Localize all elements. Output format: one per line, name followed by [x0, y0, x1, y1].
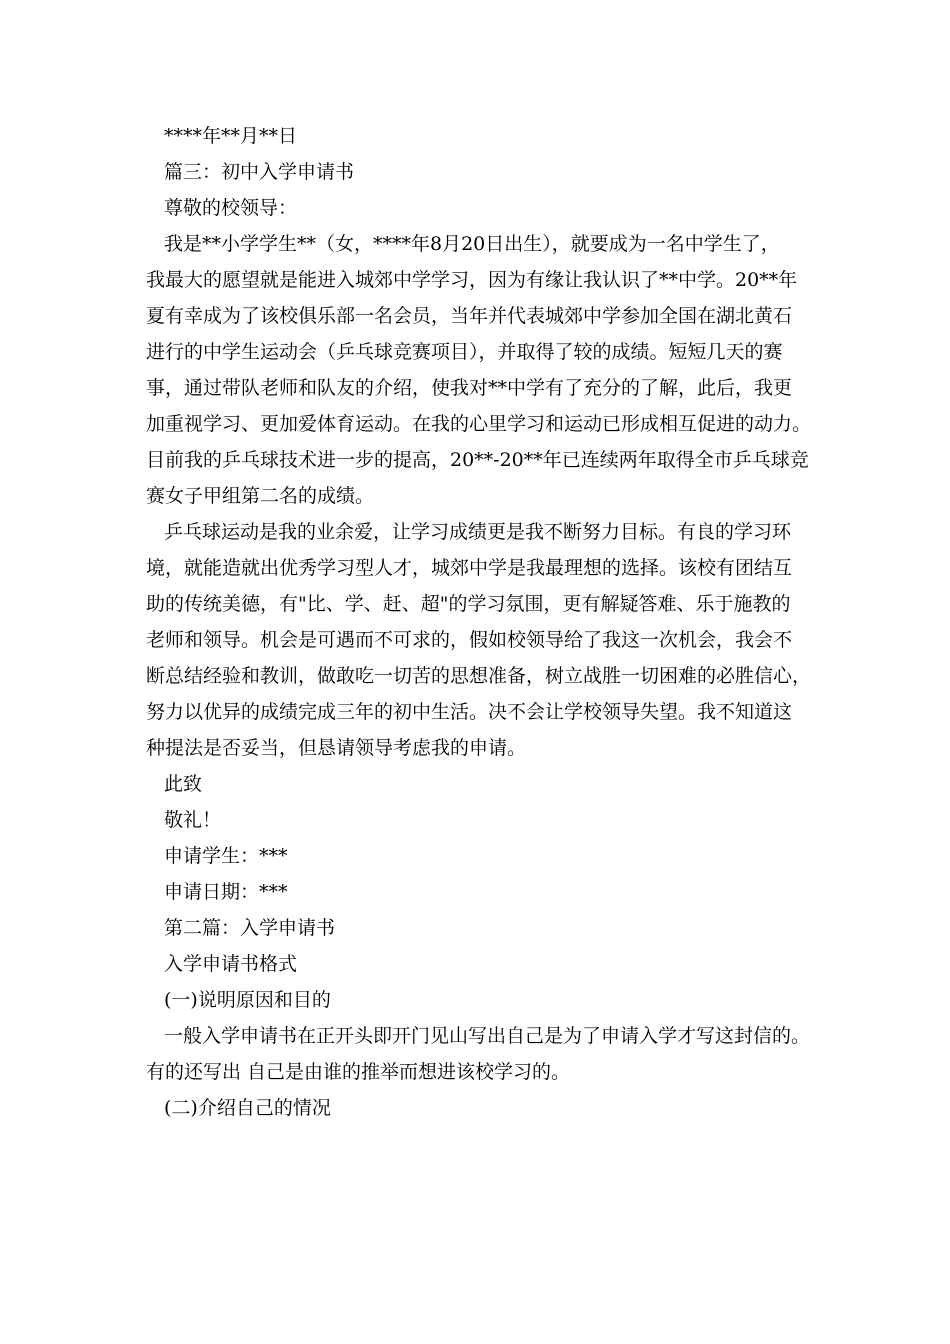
regards-line: 敬礼！ [164, 809, 222, 831]
paragraph-line: 努力以优异的成绩完成三年的初中生活。决不会让学校领导失望。我不知道这 [146, 701, 793, 723]
date-line: ****年**月**日 [164, 125, 298, 147]
paragraph-line: 夏有幸成为了该校俱乐部一名会员，当年并代表城郊中学参加全国在湖北黄石 [146, 305, 793, 327]
body-paragraph-3 [146, 1018, 811, 1090]
salutation: 尊敬的校领导： [164, 197, 298, 219]
paragraph-line: 进行的中学生运动会（乒乓球竞赛项目），并取得了较的成绩。短短几天的赛 [146, 341, 783, 363]
section-title: 第二篇：入学申请书 [164, 917, 336, 939]
paragraph-line: 加重视学习、更加爱体育运动。在我的心里学习和运动已形成相互促进的动力。 [146, 413, 812, 435]
paragraph-line: 我最大的愿望就是能进入城郊中学学习，因为有缘让我认识了**中学。20**年 [146, 269, 798, 291]
body-paragraph-1 [146, 226, 812, 514]
paragraph-line: 老师和领导。机会是可遇而不可求的，假如校领导给了我这一次机会，我会不 [146, 629, 793, 651]
document-body [146, 118, 812, 1126]
paragraph-line: 赛女子甲组第二名的成绩。 [146, 485, 375, 507]
paragraph-line: 境，就能造就出优秀学习型人才，城郊中学是我最理想的选择。该校有团结互 [146, 557, 793, 579]
paragraph-line: 乒乓球运动是我的业余爱，让学习成绩更是我不断努力目标。有良的学习环 [164, 521, 792, 543]
applicant-line: 申请学生：*** [164, 845, 288, 867]
subheading: (二)介绍自己的情况 [164, 1097, 331, 1119]
paragraph-line: 事，通过带队老师和队友的介绍，使我对**中学有了充分的了解，此后，我更 [146, 377, 793, 399]
paragraph-line: 我是**小学学生**（女，****年8月20日出生），就要成为一名中学生了， [164, 233, 780, 255]
format-heading: 入学申请书格式 [164, 953, 298, 975]
body-paragraph-2 [146, 514, 812, 766]
application-date-line: 申请日期：*** [164, 881, 288, 903]
paragraph-line: 种提法是否妥当，但恳请领导考虑我的申请。 [146, 737, 527, 759]
closing-line: 此致 [164, 773, 203, 795]
paragraph-line: 一般入学申请书在正开头即开门见山写出自己是为了申请入学才写这封信的。 [164, 1025, 811, 1047]
paragraph-line: 助的传统美德，有"比、学、赶、超"的学习氛围，更有解疑答难、乐于施教的 [146, 593, 791, 615]
paragraph-line: 有的还写出 自己是由谁的推举而想进该校学习的。 [146, 1061, 571, 1083]
paragraph-line: 目前我的乒乓球技术进一步的提高，20**-20**年已连续两年取得全市乒乓球竞 [146, 449, 809, 471]
paragraph-line: 断总结经验和教训，做敢吃一切苦的思想准备，树立战胜一切困难的必胜信心， [146, 665, 812, 687]
subheading: (一)说明原因和目的 [164, 989, 331, 1011]
section-title: 篇三：初中入学申请书 [164, 161, 355, 183]
